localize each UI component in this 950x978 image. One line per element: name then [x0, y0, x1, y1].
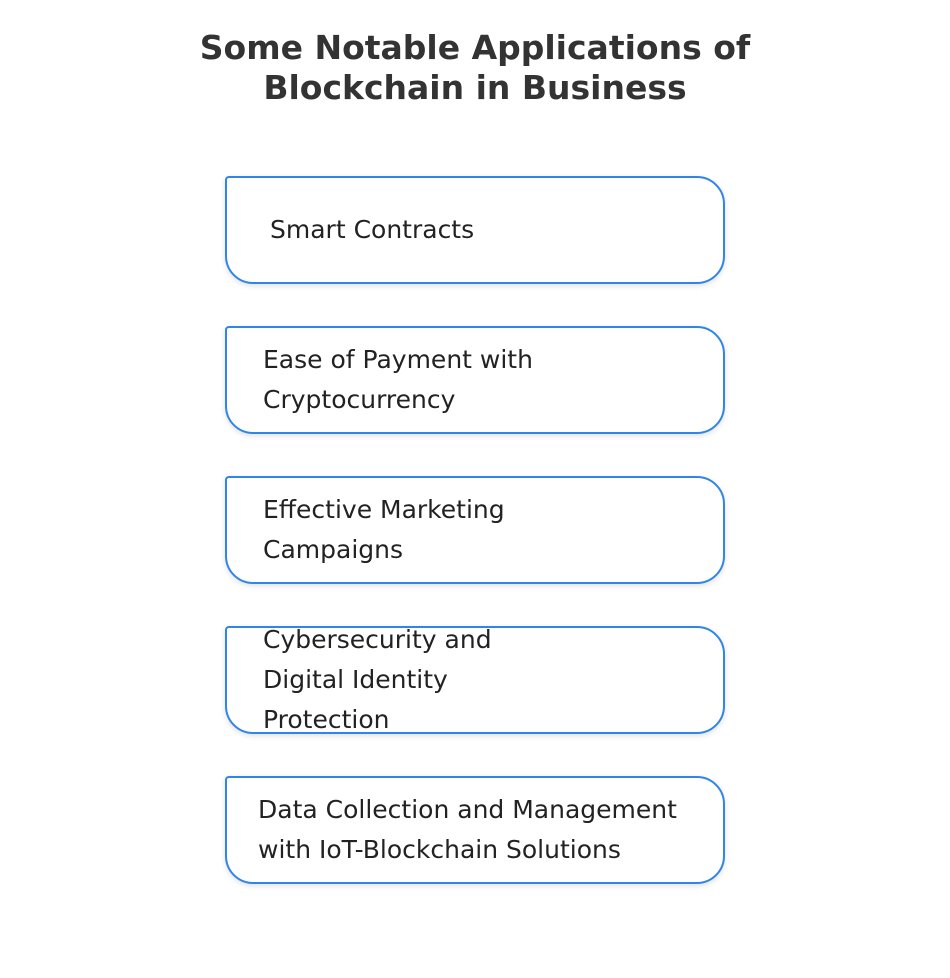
application-label: Data Collection and Management with IoT-Blockchain Solutions: [258, 795, 677, 864]
application-card-iot-data: [225, 776, 725, 884]
application-label: Effective Marketing Campaigns: [263, 495, 505, 564]
application-label: Ease of Payment with Cryptocurrency: [263, 345, 533, 414]
application-card-cryptocurrency-payment: [225, 326, 725, 434]
application-card-marketing-campaigns: [225, 476, 725, 584]
application-card-cybersecurity: [225, 626, 725, 734]
application-label: Cybersecurity and Digital Identity Protection: [263, 625, 492, 734]
applications-list: [225, 176, 725, 926]
title-line-1: Some Notable Applications of: [199, 28, 751, 67]
page-title: [0, 28, 950, 108]
title-line-2: Blockchain in Business: [263, 68, 687, 107]
application-label: Smart Contracts: [270, 215, 475, 244]
application-card-smart-contracts: [225, 176, 725, 284]
